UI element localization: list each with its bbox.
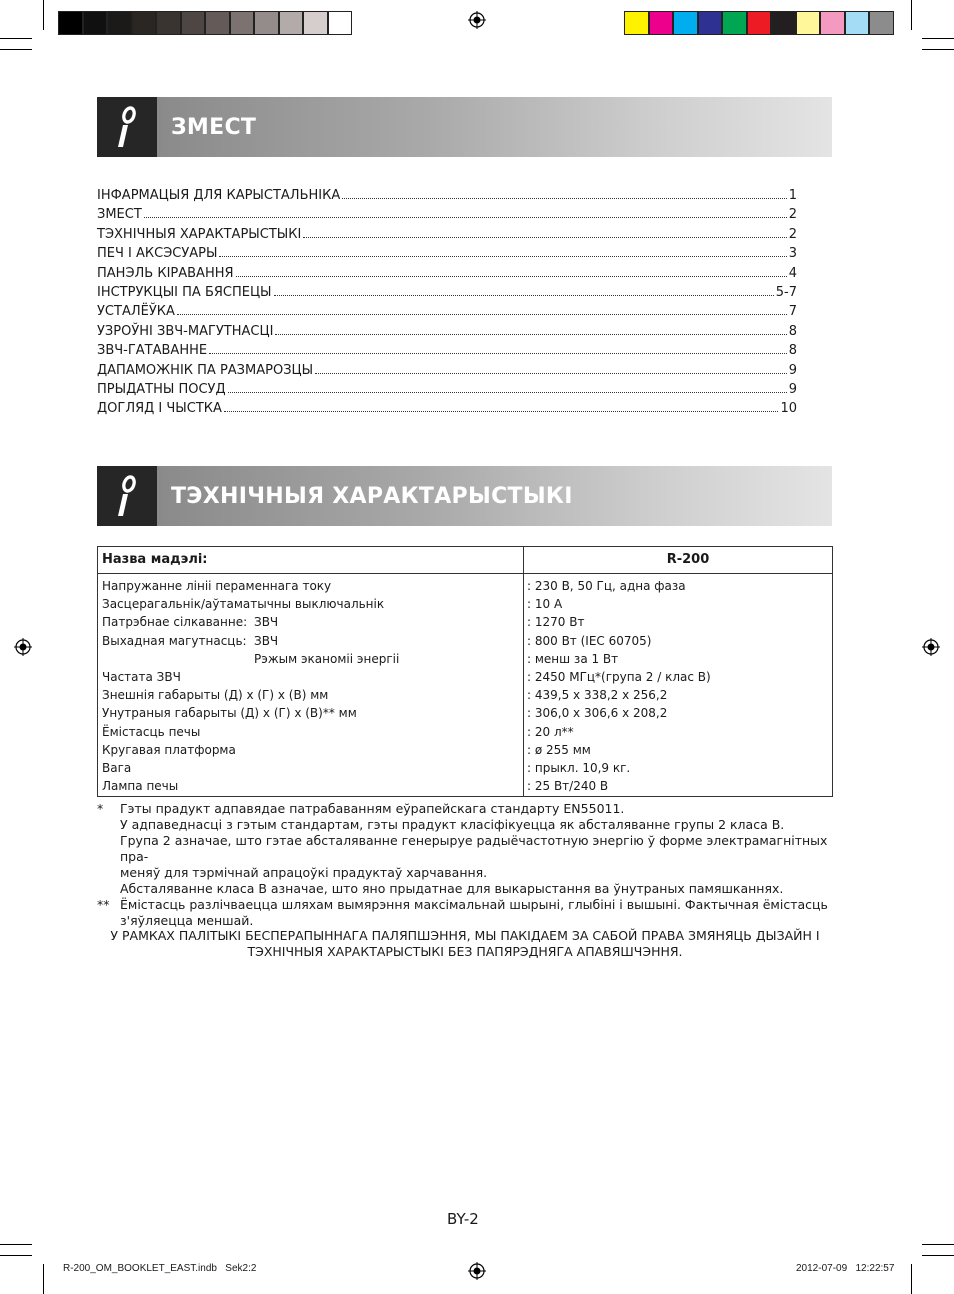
color-swatch	[820, 11, 845, 35]
crop-mark	[0, 1255, 32, 1256]
spec-sublabel	[254, 704, 399, 722]
toc-leader-dots	[209, 352, 787, 354]
page-number: BY-2	[447, 1210, 479, 1228]
toc-leader-dots	[144, 216, 787, 218]
spec-sublabel	[254, 777, 399, 795]
spec-sublabel: Рэжым эканоміі энергіі	[254, 651, 400, 666]
model-label: Назва мадэлі:	[102, 552, 208, 567]
color-swatch	[132, 11, 157, 35]
footnote-mark: *	[97, 801, 104, 816]
toc-entry-label: ПЕЧ І АКСЭСУАРЫ	[97, 246, 218, 262]
crop-mark	[0, 49, 32, 50]
notice-line: ТЭХНІЧНЫЯ ХАРАКТАРЫСТЫКІ БЕЗ ПАПЯРЭДНЯГА АПАВЯШЧЭННЯ.	[247, 944, 683, 959]
spec-sublabel	[254, 668, 399, 686]
color-swatch	[698, 11, 723, 35]
color-swatch	[303, 11, 328, 35]
toc-leader-dots	[228, 391, 787, 393]
color-swatch	[279, 11, 304, 35]
color-swatch	[845, 11, 870, 35]
color-swatch	[722, 11, 747, 35]
spec-label: Лампа печы	[102, 779, 179, 794]
model-value: R-200	[666, 552, 710, 567]
toc-entry-page: 3	[788, 246, 797, 262]
crop-mark	[43, 1264, 44, 1294]
spec-sublabel	[254, 686, 399, 704]
registration-mark-icon	[468, 11, 486, 29]
footnote	[97, 801, 833, 897]
footnote-line: Гэты прадукт адпавядае патрабаванням еўрапейскага стандарту EN55011.	[120, 801, 625, 816]
toc-entry-label: ДОГЛЯД І ЧЫСТКА	[97, 401, 222, 417]
crop-mark	[911, 0, 912, 30]
toc-entry-page: 5-7	[775, 284, 797, 300]
toc-leader-dots	[236, 275, 787, 277]
toc-entry-page: 8	[788, 323, 797, 339]
toc-entry[interactable]	[97, 382, 797, 401]
toc-leader-dots	[315, 372, 787, 374]
color-swatch	[673, 11, 698, 35]
crop-mark	[0, 1244, 32, 1245]
footer-timestamp: 2012-07-09 12:22:57	[796, 1263, 895, 1274]
color-swatch	[107, 11, 132, 35]
footnote-line: меняў для тэрмічнай апрацоўкі прадуктаў харчавання.	[120, 865, 488, 880]
spec-sublabel	[254, 577, 399, 595]
toc-entry-label: ІНФАРМАЦЫЯ ДЛЯ КАРЫСТАЛЬНІКА	[97, 188, 341, 203]
color-swatch	[796, 11, 821, 35]
registration-mark-icon	[468, 1262, 486, 1280]
process-color-bar	[624, 11, 894, 35]
footer-file-info: R-200_OM_BOOKLET_EAST.indb Sek2:2	[63, 1263, 257, 1274]
toc-entry[interactable]	[97, 188, 797, 207]
toc-entry-label: ЗВЧ-ГАТАВАННЕ	[97, 343, 208, 359]
toc-entry-page: 8	[788, 343, 797, 359]
spec-value: : 1270 Вт	[527, 615, 585, 630]
toc-entry[interactable]	[97, 343, 797, 362]
crop-mark	[922, 49, 954, 50]
toc-entry[interactable]	[97, 246, 797, 265]
spec-value: : 306,0 x 306,6 x 208,2	[527, 706, 668, 721]
spec-value: : 800 Вт (IEC 60705)	[527, 633, 652, 648]
spec-value: : ø 255 мм	[527, 742, 591, 757]
footnote-line: Група 2 азначае, што гэтае абсталяванне генерыруе радыёчастотную энергію ў форме электрамагнітных пра-	[120, 833, 828, 864]
toc-entry[interactable]	[97, 266, 797, 285]
toc-entry-page: 9	[788, 362, 797, 378]
spec-label: Унутраныя габарыты (Д) x (Г) x (В)** мм	[102, 706, 357, 721]
color-swatch	[869, 11, 894, 35]
toc-leader-dots	[342, 197, 786, 199]
toc-section-header	[97, 97, 832, 157]
color-swatch	[156, 11, 181, 35]
crop-mark	[43, 0, 44, 30]
color-swatch	[254, 11, 279, 35]
spec-label: Выхадная магутнасць:	[102, 633, 247, 648]
color-swatch	[205, 11, 230, 35]
registration-mark-icon	[14, 638, 32, 656]
column-divider	[523, 547, 524, 796]
footnote-mark: **	[97, 897, 110, 912]
toc-leader-dots	[303, 236, 786, 238]
crop-mark	[922, 1255, 954, 1256]
toc-entry[interactable]	[97, 304, 797, 323]
footnote-line: з'яўляецца меншай.	[120, 913, 254, 928]
spec-label: Частата ЗВЧ	[102, 669, 181, 684]
spec-value: : менш за 1 Вт	[527, 651, 619, 666]
spec-sublabel: ЗВЧ	[254, 633, 279, 648]
color-swatch	[328, 11, 353, 35]
toc-leader-dots	[177, 313, 787, 315]
footnote	[97, 897, 833, 929]
spec-value: : 439,5 x 338,2 x 256,2	[527, 688, 668, 703]
toc-entry-page: 7	[788, 304, 797, 320]
color-swatch	[83, 11, 108, 35]
toc-leader-dots	[219, 255, 786, 257]
spec-label: Ёмістасць печы	[102, 724, 201, 739]
toc-entry-label: ІНСТРУКЦЫІ ПА БЯСПЕЦЫ	[97, 284, 272, 300]
info-icon	[97, 466, 157, 526]
spec-label: Засцерагальнік/аўтаматычны выключальнік	[102, 597, 385, 612]
toc-entry-label: ПАНЭЛЬ КІРАВАННЯ	[97, 265, 234, 281]
color-swatch	[58, 11, 83, 35]
color-swatch	[181, 11, 206, 35]
spec-sublabel	[254, 723, 399, 741]
color-swatch	[624, 11, 649, 35]
crop-mark	[911, 1264, 912, 1294]
footnotes	[97, 801, 833, 929]
spec-value: : 25 Вт/240 В	[527, 779, 609, 794]
toc-entry-page: 1	[788, 188, 797, 203]
spec-label: Напружанне лініі пераменнага току	[102, 579, 332, 593]
color-swatch	[771, 11, 796, 35]
spec-value: : прыкл. 10,9 кг.	[527, 760, 631, 775]
gray-color-bar	[58, 11, 352, 35]
toc-entry-label: ЗМЕСТ	[97, 207, 142, 223]
crop-mark	[922, 38, 954, 39]
section-title: ЗМЕСТ	[171, 114, 257, 140]
toc-entry[interactable]	[97, 363, 797, 382]
toc-entry-page: 2	[788, 226, 797, 242]
toc-entry-label: УЗРОЎНІ ЗВЧ-МАГУТНАСЦІ	[97, 323, 274, 339]
toc-entry-label: ПРЫДАТНЫ ПОСУД	[97, 381, 226, 397]
spec-label: Знешнія габарыты (Д) x (Г) x (В) мм	[102, 688, 329, 703]
toc-entry[interactable]	[97, 324, 797, 343]
toc-entry[interactable]	[97, 285, 797, 304]
toc-entry[interactable]	[97, 207, 797, 226]
table-of-contents	[97, 188, 797, 421]
toc-entry-label: ТЭХНІЧНЫЯ ХАРАКТАРЫСТЫКІ	[97, 226, 302, 242]
spec-value: : 2450 МГц*(група 2 / клас B)	[527, 669, 711, 684]
spec-sublabel	[254, 741, 399, 759]
notice-line: У РАМКАХ ПАЛІТЫКІ БЕСПЕРАПЫННАГА ПАЛЯПШЭННЯ, МЫ ПАКІДАЕМ ЗА САБОЙ ПРАВА ЗМЯНЯЦЬ ДЫЗАЙН І	[110, 928, 820, 943]
spec-section-header	[97, 466, 832, 526]
crop-mark	[922, 1244, 954, 1245]
toc-entry-label: УСТАЛЁЎКА	[97, 304, 175, 320]
toc-entry-label: ДАПАМОЖНІК ПА РАЗМАРОЗЦЫ	[97, 362, 314, 378]
spec-table-header	[98, 547, 832, 574]
spec-sublabel	[254, 759, 399, 777]
info-icon	[97, 97, 157, 157]
design-change-notice	[97, 928, 833, 960]
toc-entry-page: 10	[780, 401, 797, 417]
spec-label: Вага	[102, 760, 132, 775]
color-swatch	[747, 11, 772, 35]
footnote-line: Абсталяванне класа B азначае, што яно прыдатнае для выкарыстання ва ўнутраных памяшканнях.	[120, 881, 784, 896]
spec-value: : 20 л**	[527, 724, 574, 739]
spec-values	[527, 577, 711, 795]
toc-leader-dots	[274, 294, 774, 296]
toc-leader-dots	[224, 410, 779, 412]
toc-entry[interactable]	[97, 227, 797, 246]
spec-sublabels	[254, 577, 399, 795]
color-swatch	[649, 11, 674, 35]
toc-leader-dots	[275, 333, 786, 335]
footnote-line: У адпаведнасці з гэтым стандартам, гэты прадукт класіфікуецца як абсталяванне групы 2 класа B.	[120, 817, 785, 832]
spec-value: : 230 В, 50 Гц, адна фаза	[527, 579, 686, 593]
spec-sublabel	[254, 595, 399, 613]
spec-value: : 10 А	[527, 597, 563, 612]
color-swatch	[230, 11, 255, 35]
toc-entry[interactable]	[97, 401, 797, 420]
section-title: ТЭХНІЧНЫЯ ХАРАКТАРЫСТЫКІ	[171, 483, 573, 509]
footnote-line: Ёмістасць разлічваецца шляхам вымярэння максімальнай шырыні, глыбіні і вышыні. Фактычная ёмістасць	[120, 897, 828, 912]
spec-label: Патрэбнае сілкаванне:	[102, 615, 248, 630]
crop-mark	[0, 38, 32, 39]
registration-mark-icon	[922, 638, 940, 656]
toc-entry-page: 4	[788, 265, 797, 281]
spec-sublabel: ЗВЧ	[254, 615, 279, 630]
spec-label: Кругавая платформа	[102, 742, 236, 757]
spec-table	[97, 546, 833, 797]
toc-entry-page: 9	[788, 381, 797, 397]
toc-entry-page: 2	[788, 207, 797, 223]
